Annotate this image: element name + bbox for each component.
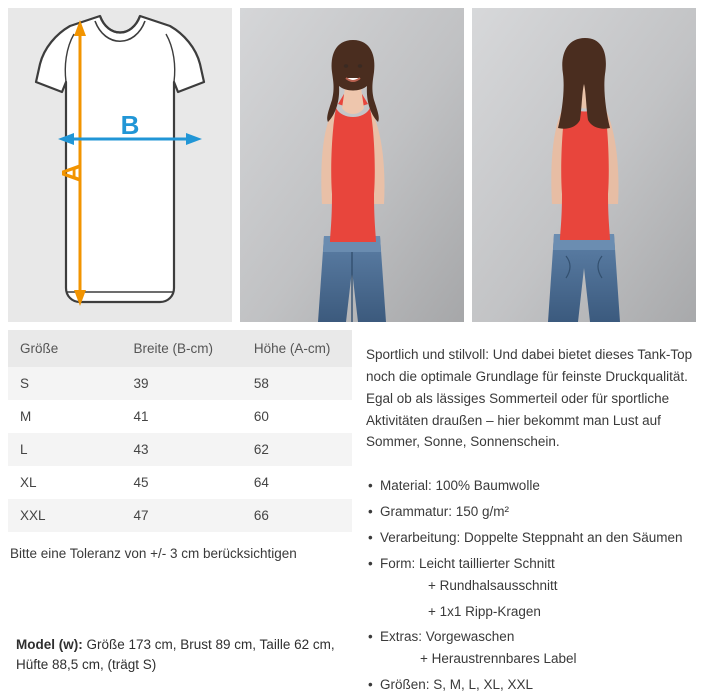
size-table-header-row xyxy=(8,330,352,367)
list-item xyxy=(366,553,712,623)
table-row xyxy=(8,466,352,499)
size-table-body xyxy=(8,367,352,532)
description-column xyxy=(366,330,712,700)
tank-top-technical-drawing-icon xyxy=(8,8,232,322)
cell-size: S xyxy=(20,376,30,391)
model-front-photo xyxy=(240,8,464,322)
feature-sub-text: + Heraustrennbares Label xyxy=(420,651,577,667)
model-front-illustration xyxy=(240,8,464,322)
cell-width: 43 xyxy=(133,442,149,457)
table-row xyxy=(8,499,352,532)
feature-text: Extras: Vorgewaschen xyxy=(380,629,515,645)
cell-width: 41 xyxy=(133,409,149,424)
cell-height: 60 xyxy=(253,409,269,424)
column-header-height: Höhe (A-cm) xyxy=(242,330,352,367)
cell-width: 45 xyxy=(133,475,149,490)
cell-size: XXL xyxy=(20,508,46,523)
cell-width: 47 xyxy=(133,508,149,523)
measurement-label-b: B xyxy=(120,110,140,140)
table-row xyxy=(8,367,352,400)
table-row xyxy=(8,400,352,433)
model-back-photo xyxy=(472,8,696,322)
cell-height: 64 xyxy=(253,475,269,490)
cell-height: 58 xyxy=(253,376,269,391)
product-description: Sportlich und stilvoll: Und dabei bietet dieses Tank-Top noch die optimale Grundlage für feinste Druckqualität. Egal ob als lässiges Sommerteil oder für sportliche Aktivitäten draußen – hier bekommt man Lust auf Sommer, Sonne, Sonnenschein. xyxy=(366,347,693,450)
model-measurements-text: Größe 173 cm, Brust 89 cm, Taille 62 cm, Hüfte 88,5 cm, (trägt S) xyxy=(16,636,335,672)
model-label: Model (w): xyxy=(16,636,83,652)
feature-list xyxy=(366,475,712,696)
cell-width: 39 xyxy=(133,376,149,391)
column-header-size: Größe xyxy=(8,330,122,367)
list-item xyxy=(366,501,712,523)
feature-text: Verarbeitung: Doppelte Steppnaht an den Säumen xyxy=(380,530,683,546)
model-measurements-note xyxy=(16,635,356,676)
model-back-illustration xyxy=(472,8,696,322)
feature-text: Material: 100% Baumwolle xyxy=(380,478,540,494)
cell-size: XL xyxy=(20,475,37,490)
column-header-width: Breite (B-cm) xyxy=(122,330,242,367)
tolerance-note: Bitte eine Toleranz von +/- 3 cm berücksichtigen xyxy=(10,546,297,561)
feature-text: Grammatur: 150 g/m² xyxy=(380,504,510,520)
feature-sub-text: + 1x1 Ripp-Kragen xyxy=(428,603,541,619)
feature-sub-text: + Rundhalsausschnitt xyxy=(428,577,558,593)
feature-text: Größen: S, M, L, XL, XXL xyxy=(380,677,534,693)
measurement-label-a: A xyxy=(56,163,86,183)
cell-size: L xyxy=(20,442,28,457)
cell-size: M xyxy=(20,409,32,424)
size-table xyxy=(8,330,352,532)
product-image-strip xyxy=(0,0,720,322)
table-row xyxy=(8,433,352,466)
cell-height: 66 xyxy=(253,508,269,523)
feature-text: Form: Leicht taillierter Schnitt xyxy=(380,555,555,571)
cell-height: 62 xyxy=(253,442,269,457)
list-item xyxy=(366,626,712,670)
list-item xyxy=(366,527,712,549)
technical-drawing-panel xyxy=(8,8,232,322)
list-item xyxy=(366,475,712,497)
size-table-head xyxy=(8,330,352,367)
